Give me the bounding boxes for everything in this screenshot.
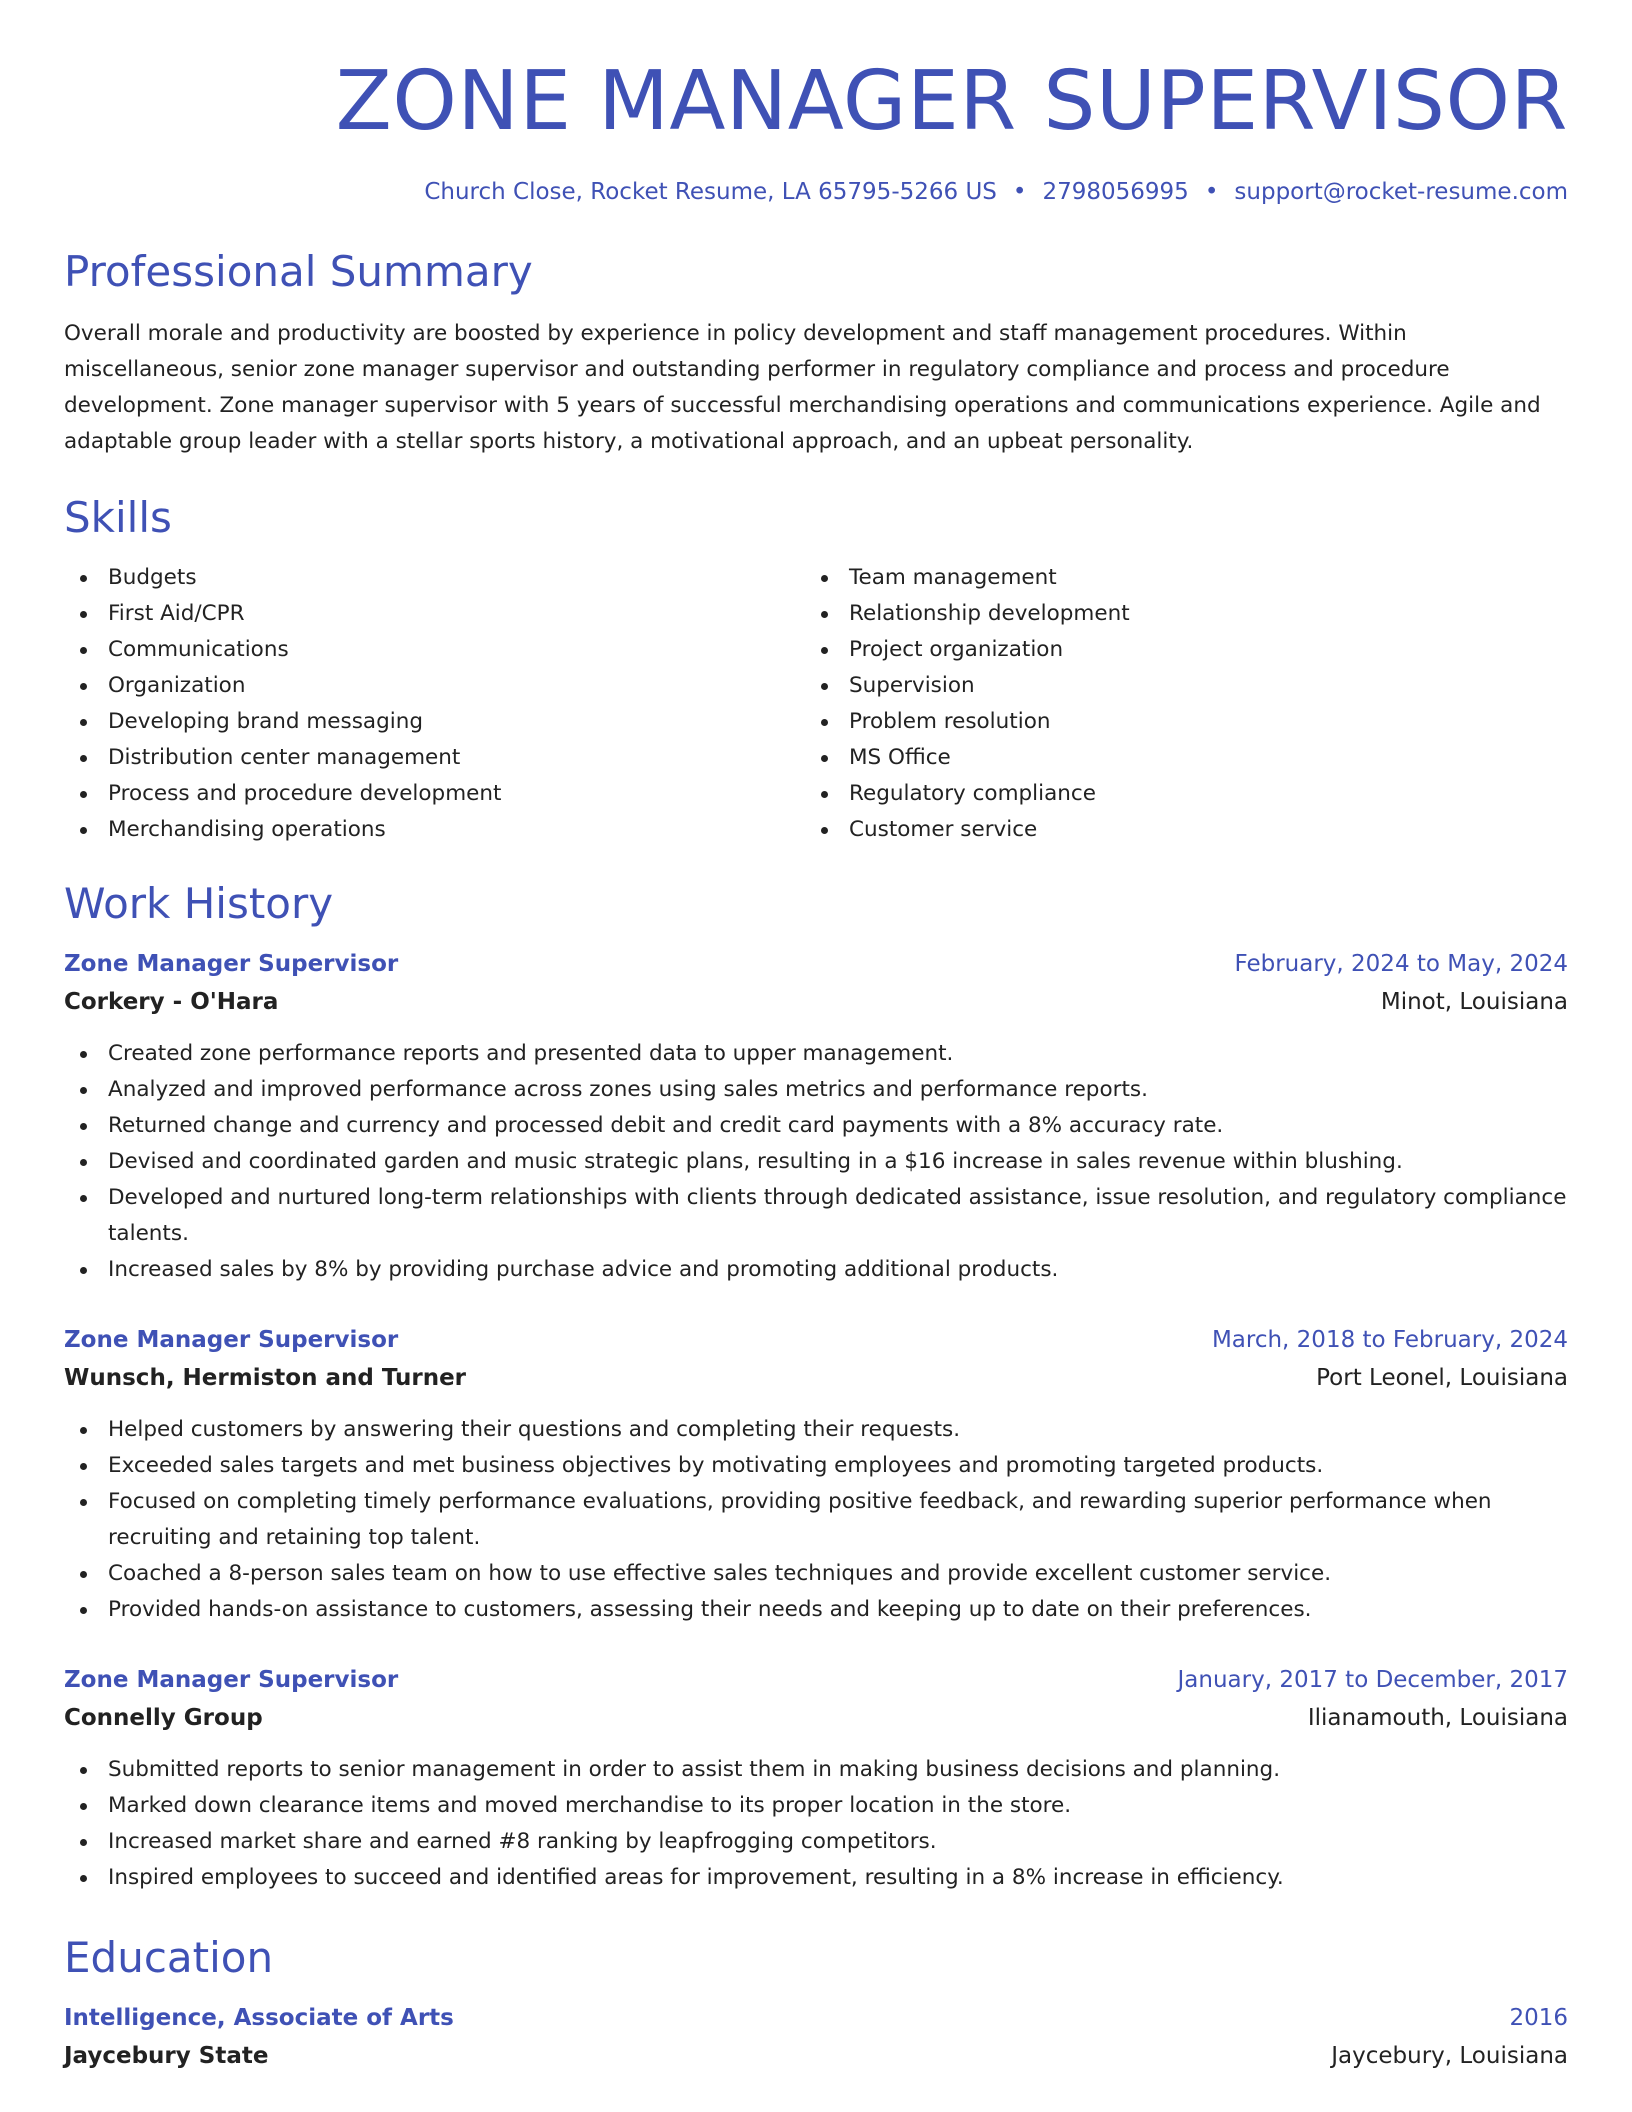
job-bullets [64, 1412, 1568, 1628]
skill-item: Distribution center management [64, 740, 805, 776]
summary-text: Overall morale and productivity are boosted by experience in policy development and staff management procedures. Within miscellaneous, senior zone manager supervisor and outstanding performer in regulatory compliance and process and procedure development. Zone manager supervisor with 5 years of successful merchandising operations and communications experience. Agile and adaptable group leader with a stellar sports history, a motivational approach, and an upbeat personality. [64, 321, 1541, 454]
education-location: Jaycebury, Louisiana [1331, 2043, 1568, 2069]
job-bullet: Provided hands-on assistance to customers, assessing their needs and keeping up to date on their preferences. [64, 1592, 1568, 1628]
skills-columns [64, 560, 1568, 848]
job-title: Zone Manager Supervisor [64, 951, 399, 977]
skill-item: First Aid/CPR [64, 596, 805, 632]
job-bullet: Developed and nurtured long-term relationships with clients through dedicated assistance, issue resolution, and regulatory compliance talents. [64, 1180, 1568, 1252]
job-bullet: Analyzed and improved performance across zones using sales metrics and performance reports. [64, 1072, 1568, 1108]
summary-heading: Professional Summary [64, 247, 533, 296]
job-dates: January, 2017 to December, 2017 [1177, 1667, 1568, 1693]
job-entry [64, 946, 1568, 1288]
job-bullet: Submitted reports to senior management in order to assist them in making business decisions and planning. [64, 1752, 1568, 1788]
job-bullet: Created zone performance reports and presented data to upper management. [64, 1036, 1568, 1072]
skill-item: Customer service [805, 812, 1546, 848]
job-bullet: Devised and coordinated garden and music strategic plans, resulting in a $16 increase in sales revenue within blushing. [64, 1144, 1568, 1180]
skills-list-left [64, 560, 805, 848]
contact-separator: • [1012, 179, 1027, 205]
contact-separator: • [1204, 179, 1219, 205]
job-header-row [64, 946, 1568, 982]
skill-item: Project organization [805, 632, 1546, 668]
skill-item: Team management [805, 560, 1546, 596]
job-bullet: Returned change and currency and processed debit and credit card payments with a 8% accuracy rate. [64, 1108, 1568, 1144]
skill-item: Regulatory compliance [805, 776, 1546, 812]
skill-item: Supervision [805, 668, 1546, 704]
contact-phone: 2798056995 [1042, 179, 1189, 205]
skill-item: Organization [64, 668, 805, 704]
job-company: Connelly Group [64, 1705, 263, 1731]
skills-list-right [805, 560, 1546, 848]
skill-item: Communications [64, 632, 805, 668]
job-bullets [64, 1752, 1568, 1896]
job-bullet: Coached a 8-person sales team on how to use effective sales techniques and provide excellent customer service. [64, 1556, 1568, 1592]
summary-section [64, 244, 1568, 460]
skill-item: MS Office [805, 740, 1546, 776]
education-entry [64, 2000, 1568, 2076]
education-header-row [64, 2000, 1568, 2036]
contact-email[interactable]: support@rocket-resume.com [1234, 179, 1568, 205]
skill-item: Process and procedure development [64, 776, 805, 812]
education-year: 2016 [1509, 2005, 1568, 2031]
job-header-row [64, 1662, 1568, 1698]
job-bullet: Increased sales by 8% by providing purchase advice and promoting additional products. [64, 1252, 1568, 1288]
job-dates: March, 2018 to February, 2024 [1211, 1327, 1568, 1353]
job-company-row [64, 1358, 1568, 1398]
job-company-row [64, 982, 1568, 1022]
work-history-heading: Work History [64, 879, 334, 928]
job-bullet: Focused on completing timely performance evaluations, providing positive feedback, and rewarding superior performance when recruiting and retaining top talent. [64, 1484, 1568, 1556]
job-company: Corkery - O'Hara [64, 989, 279, 1015]
education-school-row [64, 2036, 1568, 2076]
job-bullet: Inspired employees to succeed and identified areas for improvement, resulting in a 8% increase in efficiency. [64, 1860, 1568, 1896]
skill-item: Budgets [64, 560, 805, 596]
work-history-section [64, 876, 1568, 1896]
education-heading: Education [64, 1933, 274, 1982]
candidate-name: ZONE MANAGER SUPERVISOR [335, 54, 1568, 149]
education-degree: Intelligence, Associate of Arts [64, 2005, 454, 2031]
resume-header [64, 0, 1568, 208]
skills-heading: Skills [64, 493, 172, 542]
contact-line [64, 176, 1568, 208]
skill-item: Relationship development [805, 596, 1546, 632]
job-bullet: Exceeded sales targets and met business objectives by motivating employees and promoting targeted products. [64, 1448, 1568, 1484]
job-header-row [64, 1322, 1568, 1358]
job-title: Zone Manager Supervisor [64, 1667, 399, 1693]
job-location: Port Leonel, Louisiana [1316, 1365, 1568, 1391]
job-company-row [64, 1698, 1568, 1738]
education-section [64, 1930, 1568, 2076]
skill-item: Developing brand messaging [64, 704, 805, 740]
job-bullet: Marked down clearance items and moved merchandise to its proper location in the store. [64, 1788, 1568, 1824]
education-school: Jaycebury State [64, 2043, 269, 2069]
job-location: Ilianamouth, Louisiana [1307, 1705, 1568, 1731]
job-dates: February, 2024 to May, 2024 [1234, 951, 1568, 977]
job-bullets [64, 1036, 1568, 1288]
job-bullet: Increased market share and earned #8 ranking by leapfrogging competitors. [64, 1824, 1568, 1860]
job-location: Minot, Louisiana [1380, 989, 1568, 1015]
job-entry [64, 1662, 1568, 1896]
job-title: Zone Manager Supervisor [64, 1327, 399, 1353]
skills-section [64, 490, 1568, 848]
job-company: Wunsch, Hermiston and Turner [64, 1365, 467, 1391]
job-entry [64, 1322, 1568, 1628]
skill-item: Merchandising operations [64, 812, 805, 848]
skill-item: Problem resolution [805, 704, 1546, 740]
contact-address: Church Close, Rocket Resume, LA 65795-5266 US [424, 179, 997, 205]
job-bullet: Helped customers by answering their questions and completing their requests. [64, 1412, 1568, 1448]
